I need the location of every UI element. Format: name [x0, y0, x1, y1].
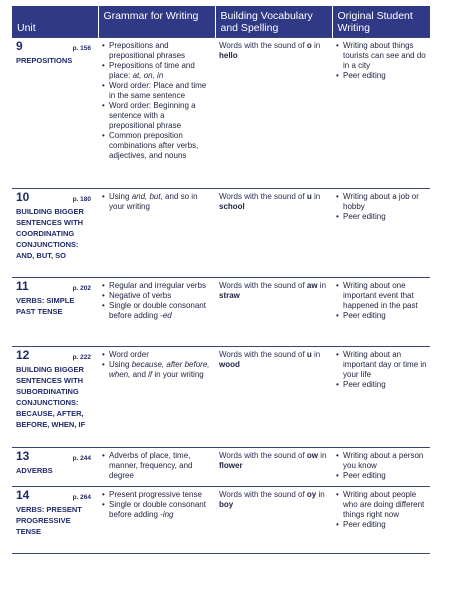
grammar-list — [102, 41, 212, 161]
grammar-item — [102, 192, 212, 212]
writing-list — [336, 281, 427, 321]
unit-page: p. 222 — [72, 354, 91, 361]
unit-title: VERBS: SIMPLE PAST TENSE — [16, 296, 75, 316]
vocab-text: in — [316, 490, 325, 499]
bullet-icon: • — [336, 281, 339, 290]
vocab-sound: o — [306, 41, 312, 50]
bullet-icon: • — [336, 380, 339, 389]
table-row — [12, 448, 430, 487]
bullet-icon: • — [336, 471, 339, 480]
grammar-item — [102, 131, 212, 161]
grammar-text: Prepositions of time and place: — [109, 61, 195, 80]
writing-text: Writing about an important day or time in your life — [343, 350, 427, 379]
bullet-icon: • — [102, 291, 105, 300]
bullet-icon: • — [102, 41, 105, 50]
bullet-icon: • — [336, 212, 339, 221]
vocab-sound: aw — [306, 281, 318, 290]
unit-cell — [12, 487, 98, 554]
grammar-example: because, after before, when, — [109, 360, 210, 379]
bullet-icon: • — [102, 61, 105, 70]
vocab-sound: u — [306, 192, 312, 201]
grammar-text: Present progressive tense — [109, 490, 202, 499]
writing-text: Peer editing — [343, 71, 386, 80]
header-writing: Original Student Writing — [332, 6, 430, 38]
unit-title: VERBS: PRESENT PROGRESSIVE TENSE — [16, 505, 82, 536]
unit-title: ADVERBS — [16, 466, 53, 475]
vocab-text: in — [318, 451, 327, 460]
writing-text: Writing about people who are doing different things right now — [343, 490, 425, 519]
header-grammar: Grammar for Writing — [98, 6, 215, 38]
table-row — [12, 278, 430, 347]
grammar-item — [102, 101, 212, 131]
writing-text: Peer editing — [343, 380, 386, 389]
bullet-icon: • — [102, 101, 105, 110]
writing-text: Writing about a job or hobby — [343, 192, 419, 211]
writing-text: Writing about a person you know — [343, 451, 424, 470]
grammar-item — [102, 350, 212, 360]
grammar-text: Word order — [109, 350, 149, 359]
grammar-item — [102, 81, 212, 101]
grammar-example: if — [148, 370, 153, 379]
grammar-item — [102, 500, 212, 520]
unit-cell — [12, 189, 98, 278]
writing-item — [336, 471, 427, 481]
grammar-text: Word order: Beginning a sentence with a prepositional phrase — [109, 101, 196, 130]
writing-text: Peer editing — [343, 311, 386, 320]
grammar-item — [102, 281, 212, 291]
vocab-word: wood — [219, 360, 240, 369]
unit-page: p. 156 — [72, 45, 91, 52]
vocab-cell — [215, 189, 332, 278]
writing-text: Writing about one important event that happened in the past — [343, 281, 418, 310]
grammar-cell — [98, 448, 215, 487]
bullet-icon: • — [102, 81, 105, 90]
writing-cell — [332, 347, 430, 448]
vocab-text: Words with the sound of — [219, 281, 307, 290]
bullet-icon: • — [336, 520, 339, 529]
grammar-item — [102, 451, 212, 481]
grammar-text: Negative of verbs — [109, 291, 172, 300]
vocab-word: school — [219, 202, 245, 211]
grammar-example: at, on, in — [132, 71, 164, 80]
vocab-text: Words with the sound of — [219, 41, 307, 50]
table-header-row — [12, 6, 430, 38]
unit-page: p. 264 — [72, 494, 91, 501]
grammar-text: Using — [109, 360, 132, 369]
unit-cell — [12, 448, 98, 487]
unit-number: 14 — [16, 488, 30, 502]
grammar-cell — [98, 487, 215, 554]
grammar-cell — [98, 38, 215, 189]
writing-text: Writing about things tourists can see and do in a city — [343, 41, 426, 70]
unit-page: p. 180 — [72, 196, 91, 203]
grammar-text: in your writing — [152, 370, 204, 379]
bullet-icon: • — [336, 350, 339, 359]
unit-heading — [16, 191, 95, 205]
bullet-icon: • — [336, 451, 339, 460]
vocab-text: in — [311, 192, 321, 201]
grammar-text: and — [130, 370, 149, 379]
grammar-list — [102, 451, 212, 481]
bullet-icon: • — [336, 490, 339, 499]
unit-heading — [16, 450, 95, 464]
grammar-cell — [98, 278, 215, 347]
vocab-text: in — [311, 350, 321, 359]
bullet-icon: • — [102, 192, 105, 201]
writing-text: Peer editing — [343, 471, 386, 480]
grammar-example: -ing — [160, 510, 174, 519]
grammar-text: Single or double consonant before adding — [109, 500, 206, 519]
grammar-text: Regular and irregular verbs — [109, 281, 206, 290]
writing-text: Peer editing — [343, 212, 386, 221]
unit-page: p. 202 — [72, 285, 91, 292]
unit-page: p. 244 — [72, 455, 91, 462]
grammar-list — [102, 192, 212, 212]
writing-item — [336, 192, 427, 212]
unit-cell — [12, 347, 98, 448]
vocab-word: hello — [219, 51, 238, 60]
table-row — [12, 487, 430, 554]
grammar-list — [102, 490, 212, 520]
grammar-list — [102, 350, 212, 380]
grammar-text: and so in your writing — [109, 192, 198, 211]
bullet-icon: • — [336, 311, 339, 320]
bullet-icon: • — [102, 360, 105, 369]
vocab-word: flower — [219, 461, 243, 470]
writing-list — [336, 192, 427, 222]
grammar-text: Adverbs of place, time, manner, frequency, and degree — [109, 451, 193, 480]
writing-item — [336, 212, 427, 222]
writing-cell — [332, 38, 430, 189]
vocab-text: Words with the sound of — [219, 350, 307, 359]
unit-number: 9 — [16, 39, 23, 53]
grammar-item — [102, 490, 212, 500]
writing-cell — [332, 189, 430, 278]
bullet-icon: • — [102, 281, 105, 290]
bullet-icon: • — [102, 350, 105, 359]
grammar-item — [102, 61, 212, 81]
vocab-cell — [215, 448, 332, 487]
table-row — [12, 189, 430, 278]
writing-list — [336, 350, 427, 390]
bullet-icon: • — [102, 500, 105, 509]
bullet-icon: • — [102, 451, 105, 460]
vocab-text: Words with the sound of — [219, 490, 307, 499]
grammar-list — [102, 281, 212, 321]
bullet-icon: • — [336, 41, 339, 50]
writing-cell — [332, 487, 430, 554]
grammar-example: -ed — [160, 311, 172, 320]
grammar-item — [102, 41, 212, 61]
unit-title: BUILDING BIGGER SENTENCES WITH SUBORDINATING CONJUNCTIONS: BECAUSE, AFTER, BEFORE, WHEN, IF — [16, 365, 86, 429]
writing-item — [336, 311, 427, 321]
unit-number: 11 — [16, 279, 29, 293]
vocab-cell — [215, 38, 332, 189]
vocab-text: in — [311, 41, 321, 50]
grammar-example: and, but, — [131, 192, 163, 201]
writing-cell — [332, 448, 430, 487]
unit-title: BUILDING BIGGER SENTENCES WITH COORDINATING CONJUNCTIONS: AND, BUT, SO — [16, 207, 84, 260]
grammar-item — [102, 291, 212, 301]
grammar-text: Word order: Place and time in the same sentence — [109, 81, 207, 100]
bullet-icon: • — [336, 71, 339, 80]
vocab-word: straw — [219, 291, 240, 300]
bullet-icon: • — [102, 301, 105, 310]
writing-item — [336, 380, 427, 390]
writing-item — [336, 281, 427, 311]
bullet-icon: • — [102, 490, 105, 499]
grammar-item — [102, 301, 212, 321]
vocab-word: boy — [219, 500, 234, 509]
bullet-icon: • — [102, 131, 105, 140]
unit-cell — [12, 278, 98, 347]
vocab-text: Words with the sound of — [219, 451, 307, 460]
vocab-cell — [215, 278, 332, 347]
bullet-icon: • — [336, 192, 339, 201]
writing-list — [336, 490, 427, 530]
grammar-cell — [98, 347, 215, 448]
writing-list — [336, 41, 427, 81]
vocab-sound: u — [306, 350, 312, 359]
vocab-cell — [215, 347, 332, 448]
table-row — [12, 347, 430, 448]
unit-cell — [12, 38, 98, 189]
writing-item — [336, 520, 427, 530]
grammar-item — [102, 360, 212, 380]
vocab-text: in — [317, 281, 327, 290]
writing-list — [336, 451, 427, 481]
unit-heading — [16, 489, 95, 503]
writing-item — [336, 451, 427, 471]
writing-text: Peer editing — [343, 520, 386, 529]
writing-item — [336, 490, 427, 520]
vocab-cell — [215, 487, 332, 554]
grammar-text: Common preposition combinations after verbs, adjectives, and nouns — [109, 131, 199, 160]
writing-item — [336, 41, 427, 71]
vocab-text: Words with the sound of — [219, 192, 307, 201]
unit-number: 12 — [16, 348, 30, 362]
unit-title: PREPOSITIONS — [16, 56, 73, 65]
grammar-text: Prepositions and prepositional phrases — [109, 41, 186, 60]
grammar-text: Single or double consonant before adding — [109, 301, 206, 320]
contents-table — [12, 6, 430, 554]
grammar-cell — [98, 189, 215, 278]
vocab-sound: ow — [306, 451, 319, 460]
unit-number: 13 — [16, 449, 30, 463]
writing-cell — [332, 278, 430, 347]
unit-heading — [16, 280, 95, 294]
unit-heading — [16, 40, 95, 54]
header-vocab: Building Vocabulary and Spelling — [215, 6, 332, 38]
table-row — [12, 38, 430, 189]
writing-item — [336, 71, 427, 81]
writing-item — [336, 350, 427, 380]
header-unit: Unit — [12, 6, 98, 38]
vocab-sound: oy — [306, 490, 317, 499]
unit-heading — [16, 349, 95, 363]
unit-number: 10 — [16, 190, 30, 204]
grammar-text: Using — [109, 192, 132, 201]
